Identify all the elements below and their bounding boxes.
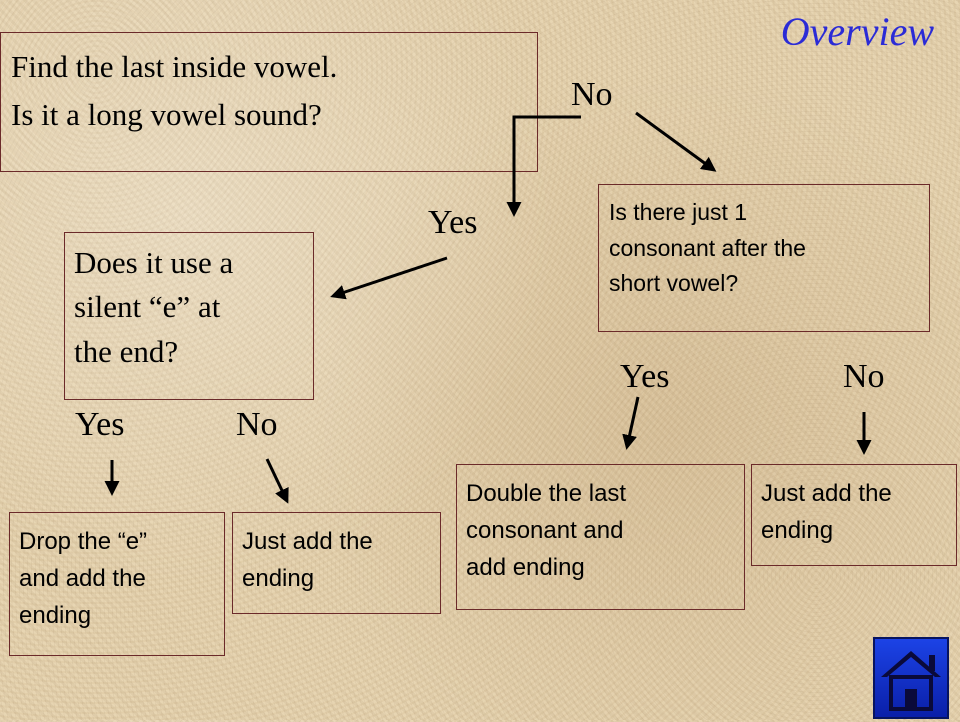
no-label-left: No bbox=[236, 406, 278, 443]
result-line: Double the last bbox=[466, 480, 627, 507]
no-label-right: No bbox=[843, 358, 885, 395]
result-line: Drop the “e” bbox=[19, 528, 148, 555]
yes-label-right: Yes bbox=[620, 358, 670, 395]
arrow-to-just-add-left bbox=[267, 459, 287, 501]
question-line: silent “e” at bbox=[74, 289, 221, 325]
result-line: Just add the bbox=[242, 528, 373, 555]
question-line: the end? bbox=[74, 333, 179, 369]
arrow-no-to-yes bbox=[514, 117, 581, 214]
home-button[interactable] bbox=[873, 637, 949, 719]
question-line: consonant after the bbox=[609, 234, 806, 261]
home-icon bbox=[875, 639, 947, 717]
question-line: short vowel? bbox=[609, 270, 739, 297]
result-line: add ending bbox=[466, 554, 585, 582]
question-line: Find the last inside vowel. bbox=[11, 49, 338, 84]
yes-label-top: Yes bbox=[428, 204, 478, 241]
result-line: ending bbox=[761, 517, 834, 545]
result-line: Just add the bbox=[761, 480, 892, 507]
arrow-to-consonant-question bbox=[636, 113, 714, 170]
result-line: ending bbox=[19, 602, 92, 630]
yes-label-left: Yes bbox=[75, 406, 125, 443]
question-line: Does it use a bbox=[74, 245, 234, 280]
question-line: Is it a long vowel sound? bbox=[11, 97, 322, 133]
result-line: and add the bbox=[19, 565, 146, 593]
result-line: ending bbox=[242, 565, 315, 593]
result-line: consonant and bbox=[466, 517, 624, 545]
arrow-to-double-consonant bbox=[627, 397, 638, 447]
page-title: Overview bbox=[780, 9, 934, 54]
question-line: Is there just 1 bbox=[609, 199, 748, 225]
arrow-to-silent-e-question bbox=[333, 258, 447, 296]
no-label-top: No bbox=[571, 76, 613, 113]
